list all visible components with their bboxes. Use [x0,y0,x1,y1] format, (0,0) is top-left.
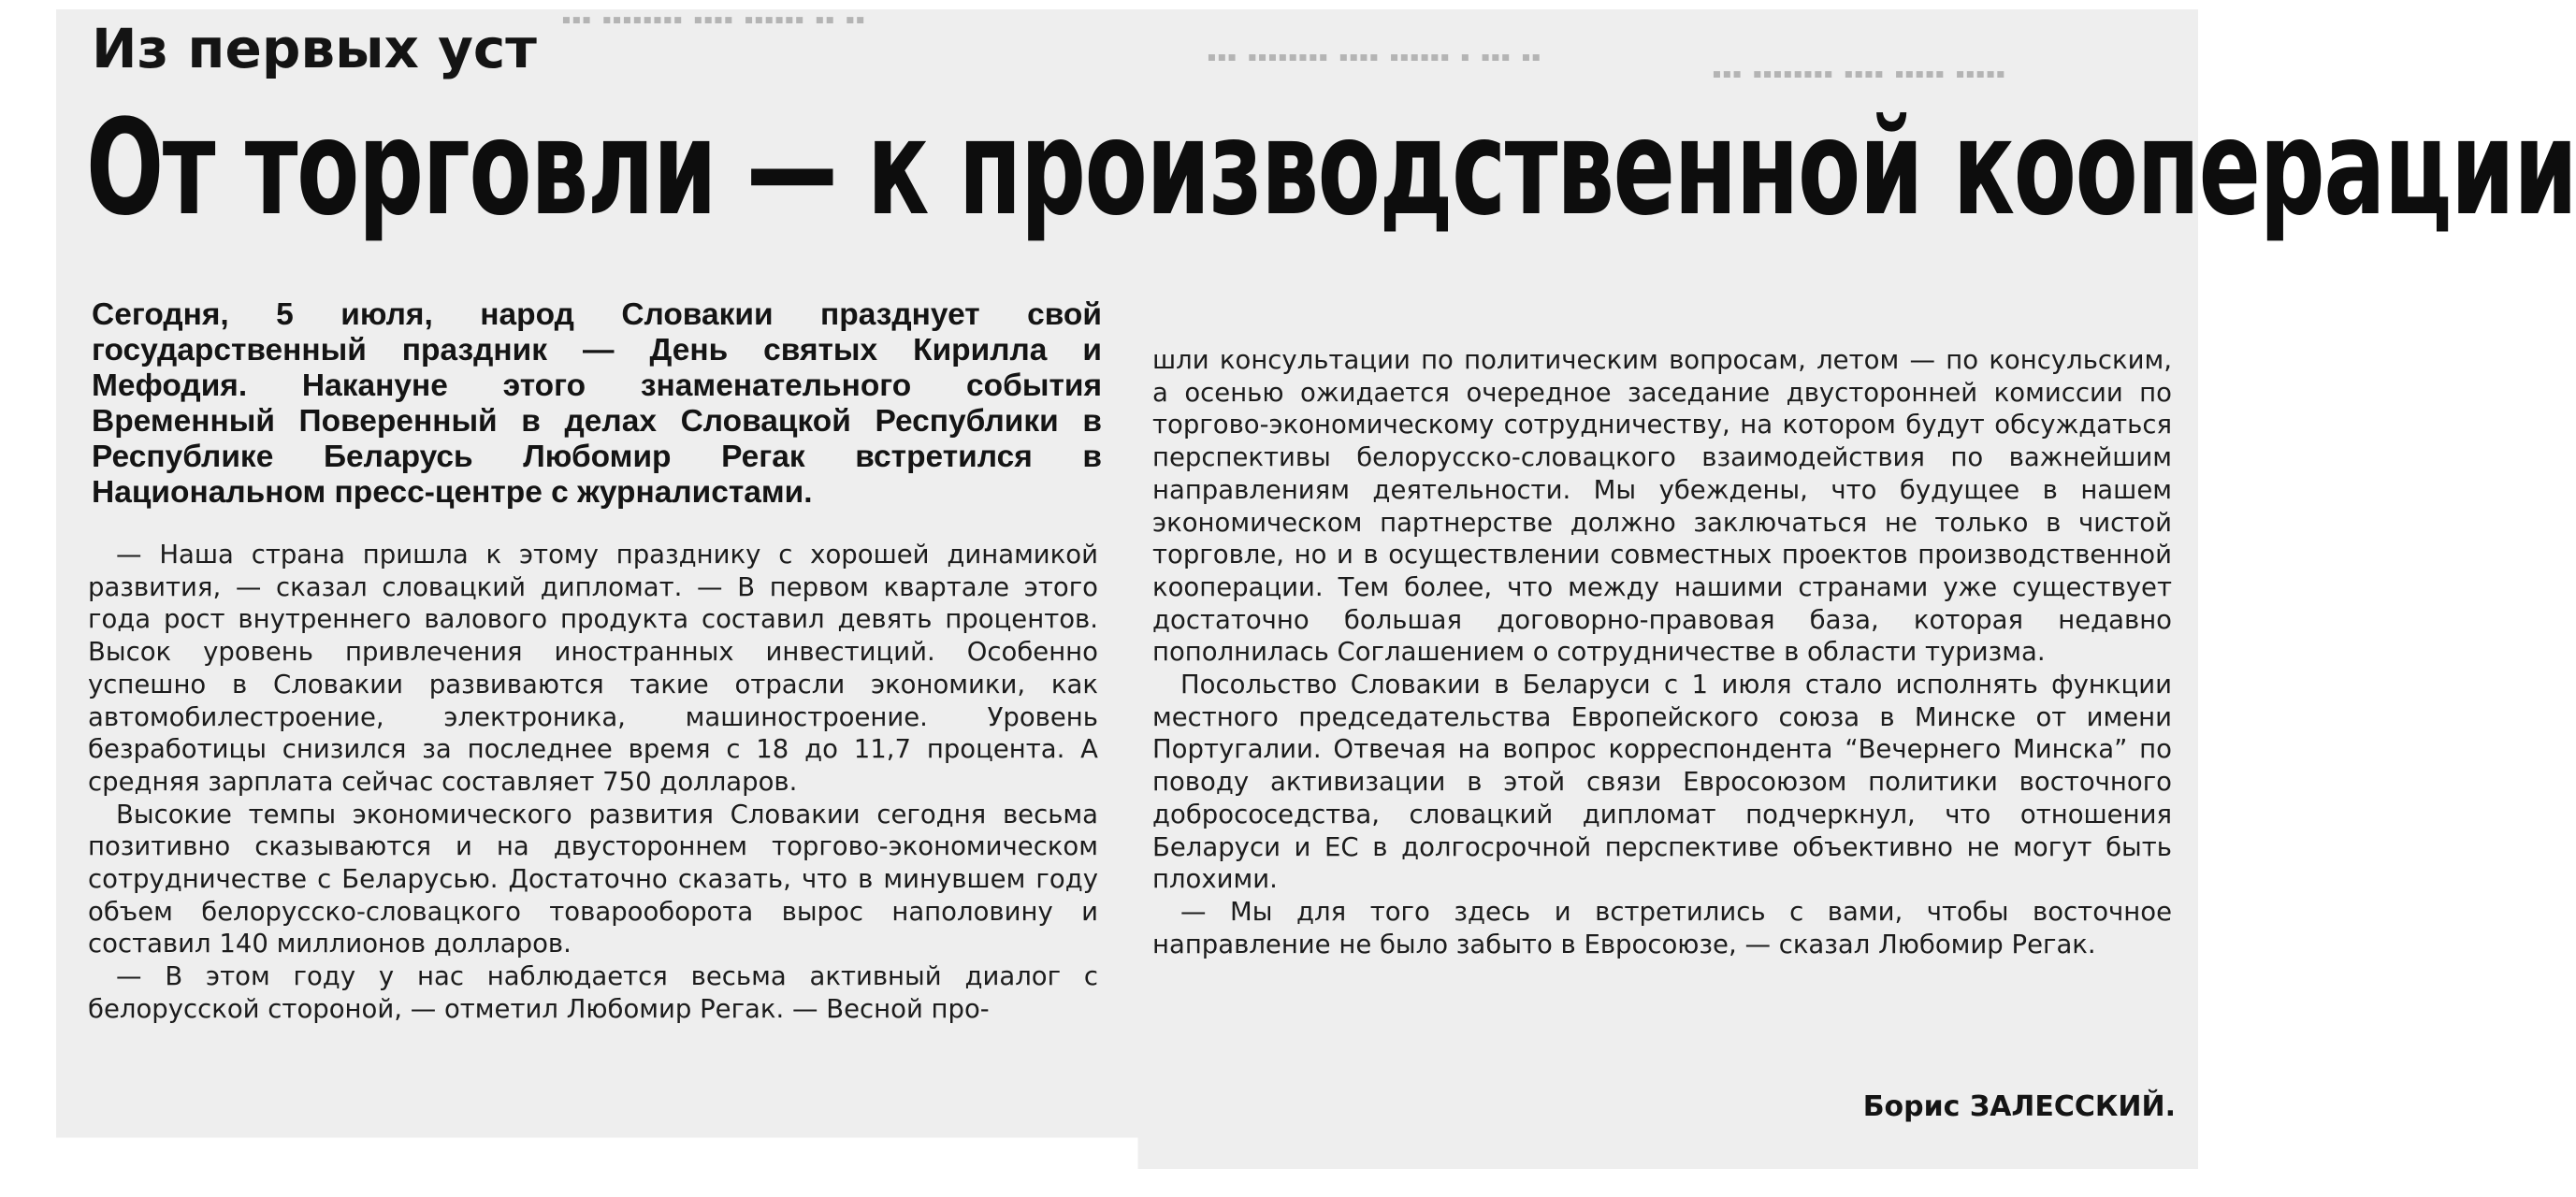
article-column-2 [1152,344,2172,960]
paragraph: — Мы для того здесь и встретились с вами, чтобы восточное направление не было забыто в Евросоюзе, — сказал Любомир Регак. [1152,896,2172,959]
paragraph: Посольство Словакии в Беларуси с 1 июля стало исполнять функции местного председательства Европейского союза в Минске от имени Португалии. Отвечая на вопрос корреспондента “Вечернего Минска” по поводу активизации в этой связи Евросоюзом политики восточного добрососедства, словацкий дипломат подчеркнул, что отношения Беларуси и ЕС в долгосрочной перспективе объективно не могут быть плохими. [1152,670,2172,895]
section-rubric: Из первых уст [92,17,537,80]
paragraph: Высокие темпы экономического развития Словакии сегодня весьма позитивно сказываются и на двустороннем торгово-экономическом сотрудничестве с Беларусью. Достаточно сказать, что в минувшем году объем белорусско-словацкого товарооборота вырос наполовину и составил 140 миллионов долларов. [88,799,1098,959]
bleed-through-text: ▪▪▪ ▪▪▪▪▪▪▪▪ ▪▪▪▪ ▪▪▪▪▪▪ ▪ ▪▪▪ ▪▪ [1207,49,1541,68]
bleed-through-text: ▪▪▪ ▪▪▪▪▪▪▪▪ ▪▪▪▪ ▪▪▪▪▪▪ ▪▪ ▪▪ [561,11,866,31]
article-lead: Сегодня, 5 июля, народ Словакии празднует свой государственный праздник — День святых Кирилла и Мефодия. Накануне этого знаменательного события Временный Поверенный в делах Словацкой Республики в Республике Беларусь Любомир Регак встретился в Национальном пресс-центре с журналистами. [92,297,1102,510]
paragraph: шли консультации по политическим вопросам, летом — по консульским, а осенью ожидается очередное заседание двусторонней комиссии по торгово-экономическому сотрудничеству, на котором будут обсуждаться перспективы белорусско-словацкого взаимодействия по важнейшим направлениям деятельности. Мы убеждены, что будущее в нашем экономическом партнерстве должно заключаться не только в чистой торговле, но и в осуществлении совместных проектов производственной кооперации. Тем более, что между нашими странами уже существует достаточно большая договорно-правовая база, которая недавно пополнилась Соглашением о сотрудничестве в области туризма. [1152,345,2172,668]
article-column-1 [88,539,1098,1026]
paragraph: — Наша страна пришла к этому празднику с хорошей динамикой развития, — сказал словацкий дипломат. — В первом квартале этого года рост внутреннего валового продукта составил девять процентов. Высок уровень привлечения иностранных инвестиций. Особенно успешно в Словакии развиваются такие отрасли экономики, как автомобилестроение, электроника, машиностроение. Уровень безработицы снизился за последнее время с 18 до 11,7 процента. А средняя зарплата сейчас составляет 750 долларов. [88,540,1098,797]
paragraph: — В этом году у нас наблюдается весьма активный диалог с белорусской стороной, — отметил Любомир Регак. — Весной про- [88,961,1098,1024]
article-headline: От торговли — к производственной кооперации [86,92,2576,245]
author-signature: Борис ЗАЛЕССКИЙ. [1862,1090,2176,1123]
bleed-through-text: ▪▪▪ ▪▪▪▪▪▪▪▪ ▪▪▪▪ ▪▪▪▪▪ ▪▪▪▪▪ [1712,65,2006,85]
